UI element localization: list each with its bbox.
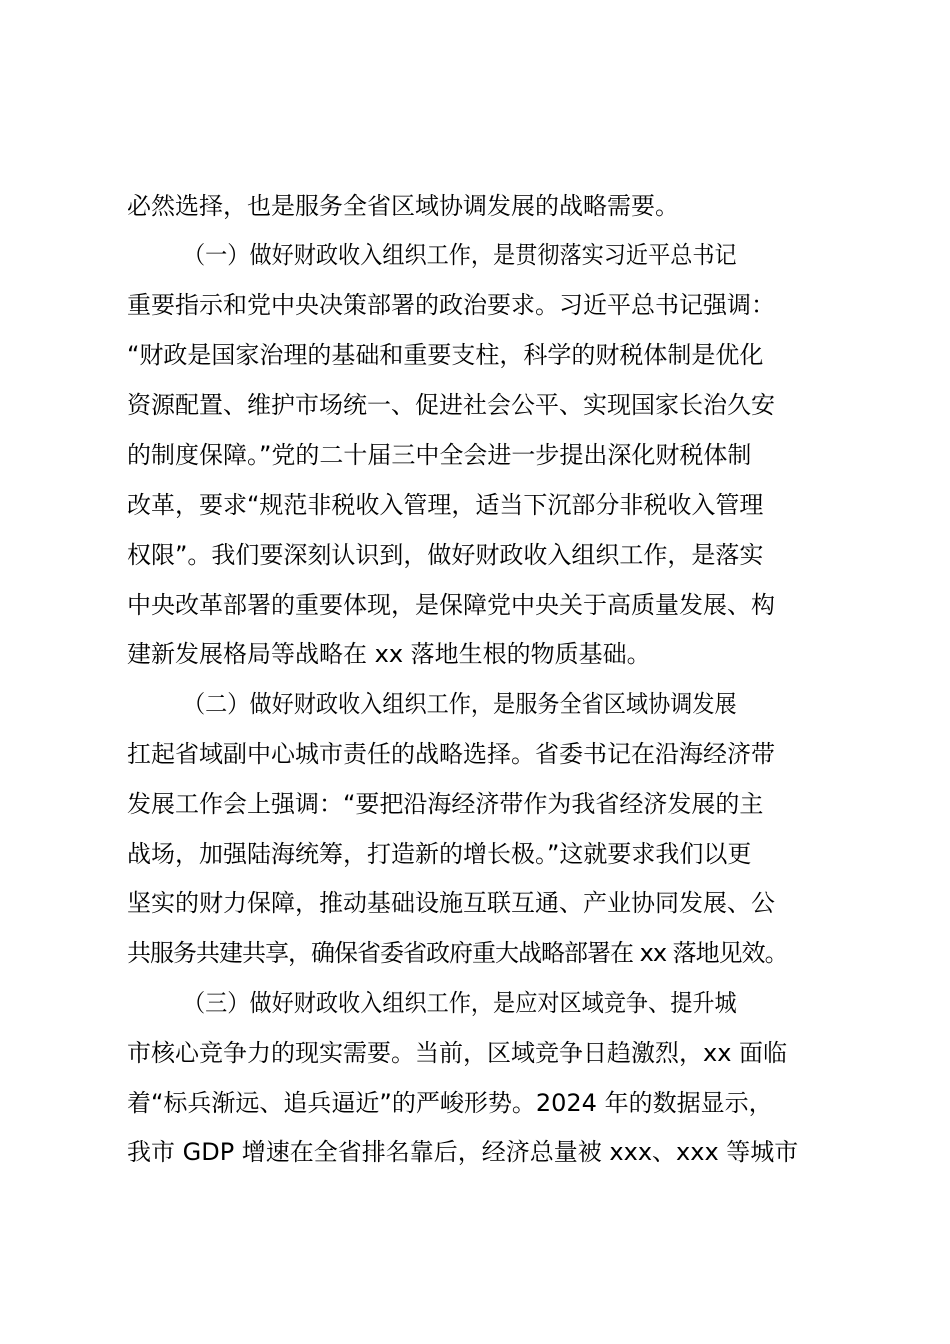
section-heading-line-2: （二）做好财政收入组织工作，是服务全省区域协调发展	[183, 690, 737, 718]
paragraph-line: 市核心竞争力的现实需要。当前，区域竞争日趋激烈，xx 面临	[127, 1039, 788, 1067]
paragraph-line: 共服务共建共享，确保省委省政府重大战略部署在 xx 落地见效。	[127, 939, 788, 967]
paragraph-line: 着“标兵渐远、追兵逼近”的严峻形势。2024 年的数据显示，	[127, 1089, 773, 1117]
paragraph-line: 我市 GDP 增速在全省排名靠后，经济总量被 xxx、xxx 等城市	[127, 1138, 799, 1166]
paragraph-line: 权限”。我们要深刻认识到，做好财政收入组织工作，是落实	[127, 541, 764, 569]
paragraph-line: 战场，加强陆海统筹，打造新的增长极。”这就要求我们以更	[127, 840, 752, 868]
paragraph-line: 资源配置、维护市场统一、促进社会公平、实现国家长治久安	[127, 391, 775, 419]
paragraph-line: 重要指示和党中央决策部署的政治要求。习近平总书记强调：	[127, 291, 775, 319]
paragraph-line: 建新发展格局等战略在 xx 落地生根的物质基础。	[127, 640, 651, 668]
paragraph-line: 坚实的财力保障，推动基础设施互联互通、产业协同发展、公	[127, 889, 775, 917]
section-heading-line-1: （一）做好财政收入组织工作，是贯彻落实习近平总书记	[183, 241, 737, 269]
paragraph-line: 的制度保障。”党的二十届三中全会进一步提出深化财税体制	[127, 441, 752, 469]
paragraph-line: 扛起省域副中心城市责任的战略选择。省委书记在沿海经济带	[127, 740, 775, 768]
paragraph-line: 发展工作会上强调：“要把沿海经济带作为我省经济发展的主	[127, 790, 764, 818]
section-heading-line-3: （三）做好财政收入组织工作，是应对区域竞争、提升城	[183, 989, 737, 1017]
paragraph-line: 改革，要求“规范非税收入管理，适当下沉部分非税收入管理	[127, 491, 764, 519]
paragraph-line: 必然选择，也是服务全省区域协调发展的战略需要。	[127, 192, 679, 220]
paragraph-line: 中央改革部署的重要体现，是保障党中央关于高质量发展、构	[127, 591, 775, 619]
paragraph-line: “财政是国家治理的基础和重要支柱，科学的财税体制是优化	[127, 341, 764, 369]
